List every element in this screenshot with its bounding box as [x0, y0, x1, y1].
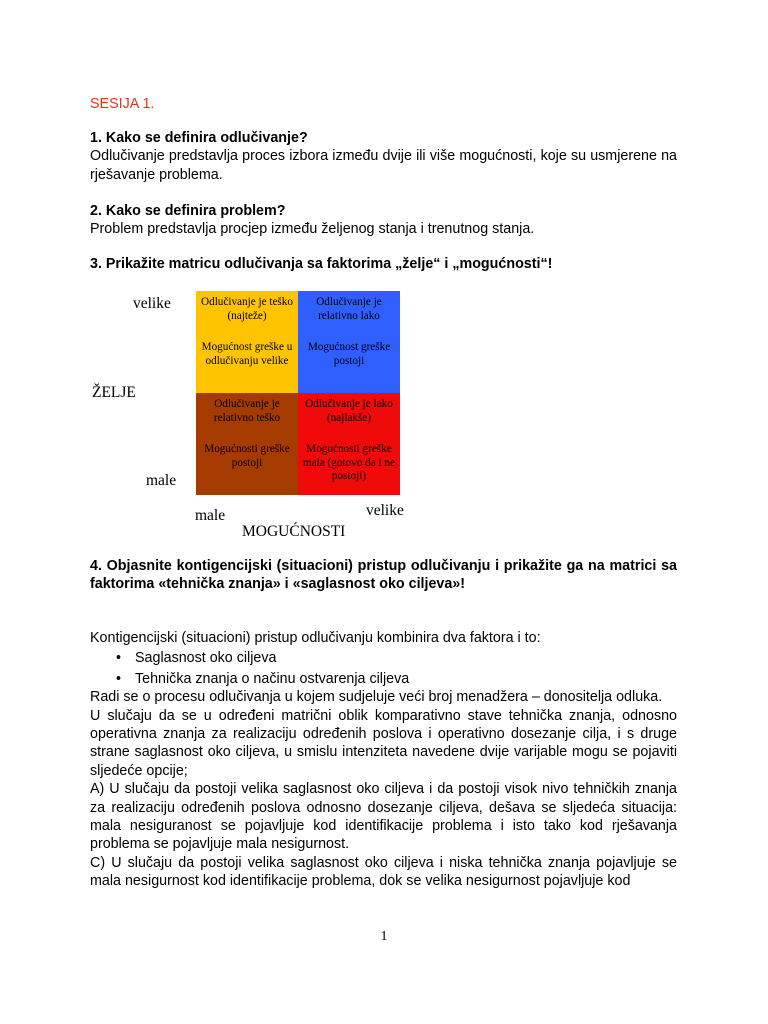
factor-list: [90, 649, 677, 688]
decision-matrix: [90, 286, 412, 540]
question-2-heading: 2. Kako se definira problem?: [90, 203, 286, 219]
matrix-cell-bottom-right: [298, 393, 400, 495]
question-4: [90, 557, 677, 594]
matrix-cell-top-left-line1: Odlučivanje je teško (najteže): [201, 296, 293, 322]
matrix-cell-bottom-right-line2: Mogućnosti greške mala (gotovo da i ne postoji): [303, 443, 395, 483]
question-4-paragraph-3: A) U slučaju da postoji velika saglasnost oko ciljeva i da postoji visok nivo tehničkih znanja za realizaciju određenih poslova odnosno dosezanje ciljeva, dešava se sljedeća situacija: mala nesiguranost se pojavljuje kod identifikacije problema i isto tako kod rješavanja problema se pojavljuje mala nesigurnost.: [90, 781, 677, 853]
question-4-body: [90, 629, 677, 891]
question-4-paragraph-1: Radi se o procesu odlučivanja u kojem sudjeluje veći broj menadžera – donositelja odluka.: [90, 689, 663, 706]
question-4-heading-line1: 4. Objasnite kontigencijski (situacioni) pristup odlučivanju i prikažite ga na matrici sa: [90, 558, 677, 574]
question-4-paragraph-2: U slučaju da se u određeni matrični oblik komparativno stave tehnička znanja, odnosno operativna znanja za realizaciju određenih poslova i operativno dosezanje cilja, i s druge strane saglasnost oko ciljeva, u smislu intenziteta navedene dvije varijable mogu se pojaviti sljedeće opcije;: [90, 707, 677, 779]
matrix-y-high-label: velike: [133, 295, 171, 312]
matrix-x-axis-title: MOGUĆNOSTI: [242, 523, 346, 540]
matrix-y-low-label: male: [146, 472, 177, 489]
matrix-x-low-label: male: [195, 507, 226, 524]
question-4-heading-line2: faktorima «tehnička znanja» i «saglasnost oko ciljeva»!: [90, 576, 466, 593]
list-item: • Tehnička znanja o načinu ostvarenja ciljeva: [90, 670, 677, 688]
matrix-cell-top-right: [298, 291, 400, 393]
matrix-cell-top-right-line2: Mogućnost greške postoji: [307, 341, 391, 367]
matrix-cell-top-left-line2: Mogućnost greške u odlučivanju velike: [201, 341, 293, 367]
question-1-answer: Odlučivanje predstavlja proces izbora između dvije ili više mogućnosti, koje su usmjerene na rješavanje problema.: [90, 148, 677, 183]
session-title: SESIJA 1.: [90, 96, 155, 112]
matrix-cell-top-left: [196, 291, 298, 393]
matrix-cell-top-right-line1: Odlučivanje je relativno lako: [316, 296, 382, 322]
question-2-answer: Problem predstavlja procjep između željenog stanja i trenutnog stanja.: [90, 221, 535, 238]
question-2: [90, 202, 677, 239]
question-3-heading: 3. Prikažite matricu odlučivanja sa faktorima „želje“ i „mogućnosti“!: [90, 256, 553, 272]
question-4-paragraph-4: C) U slučaju da postoji velika saglasnost oko ciljeva i niska tehnička znanja pojavljuje se mala nesigurnost kod identifikacije problema, dok se velika nesigurnost pojavljuje kod: [90, 854, 677, 890]
matrix-x-high-label: velike: [366, 502, 404, 519]
question-1-heading: 1. Kako se definira odlučivanje?: [90, 130, 308, 146]
matrix-y-axis-title: ŽELJE: [92, 384, 136, 401]
matrix-cell-bottom-right-line1: Odlučivanje je lako (najlakše): [305, 398, 393, 424]
matrix-cell-bottom-left-line2: Mogućnosti greške postoji: [204, 443, 290, 469]
question-4-intro: Kontigencijski (situacioni) pristup odlučivanju kombinira dva faktora i to:: [90, 630, 541, 646]
page-number: 1: [380, 929, 388, 944]
list-item: • Saglasnost oko ciljeva: [90, 649, 677, 667]
matrix-cell-bottom-left: [196, 393, 298, 495]
matrix-cell-bottom-left-line1: Odlučivanje je relativno teško: [213, 398, 281, 424]
question-1: [90, 129, 677, 184]
